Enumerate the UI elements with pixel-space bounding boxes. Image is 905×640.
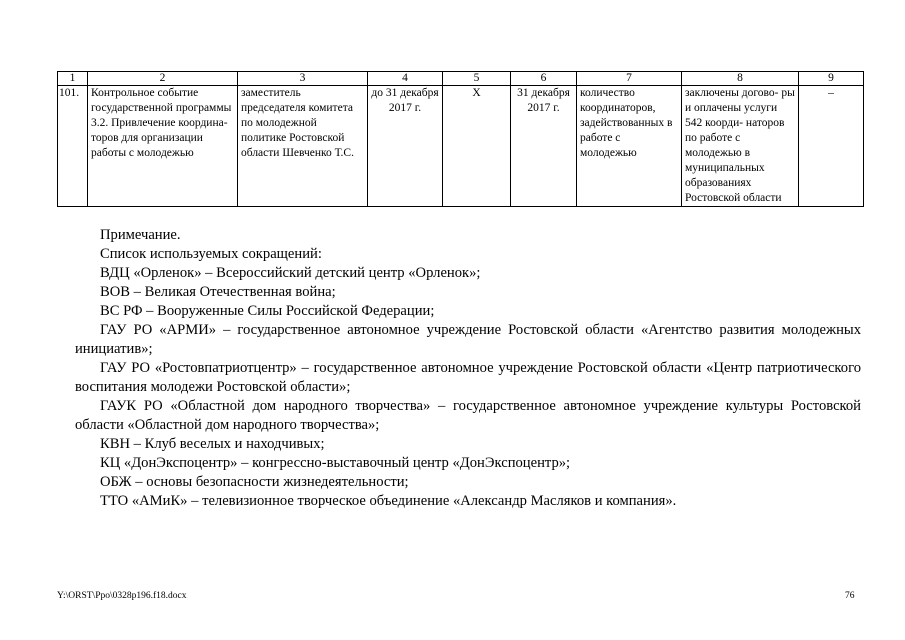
header-cell: 8 (682, 72, 799, 86)
header-cell: 3 (238, 72, 368, 86)
deadline-cell: до 31 декабря 2017 г. (368, 86, 443, 207)
table-row (58, 86, 864, 207)
abbreviation-item: ОБЖ – основы безопасности жизнедеятельности; (100, 474, 409, 490)
program-table (57, 71, 864, 207)
abbreviation-item: ВДЦ «Орленок» – Всероссийский детский центр «Орленок»; (100, 265, 481, 281)
header-cell: 1 (58, 72, 88, 86)
abbreviation-item: КВН – Клуб веселых и находчивых; (100, 436, 325, 452)
abbreviation-item: ВС РФ – Вооруженные Силы Российской Федерации; (100, 303, 435, 319)
event-cell: Контрольное событие государственной программы 3.2. Привлечение координа- торов для организации работы с молодежью (88, 86, 238, 207)
abbreviation-item: КЦ «ДонЭкспоцентр» – конгрессно-выставочный центр «ДонЭкспоцентр»; (100, 455, 571, 471)
row-number: 101. (58, 86, 88, 207)
table-header-row (58, 72, 864, 86)
result-cell: заключены догово- ры и оплачены услуги 542 коорди- наторов по работе с молодежью в муниципальных образованиях Ростовской области (682, 86, 799, 207)
responsible-cell: заместитель председателя комитета по молодежной политике Ростовской области Шевченко Т.С. (238, 86, 368, 207)
abbreviation-item: ГАУ РО «Ростовпатриотцентр» – государственное автономное учреждение Ростовской области «Центр патриотического воспитания молодежи Ростовской области»; (75, 360, 861, 395)
header-cell: 5 (443, 72, 511, 86)
col5-cell: Х (443, 86, 511, 207)
header-cell: 9 (799, 72, 864, 86)
header-cell: 2 (88, 72, 238, 86)
notes-section (75, 226, 861, 511)
abbreviation-item: ГАУК РО «Областной дом народного творчества» – государственное автономное учреждение культуры Ростовской области «Областной дом народного творчества»; (75, 398, 861, 433)
file-path: Y:\ORST\Ppo\0328p196.f18.docx (57, 591, 187, 601)
date-cell: 31 декабря 2017 г. (511, 86, 577, 207)
abbreviations-title: Список используемых сокращений: (100, 246, 322, 262)
abbreviation-item: ТТО «АМиК» – телевизионное творческое объединение «Александр Масляков и компания». (100, 493, 677, 509)
page-number: 76 (845, 591, 855, 601)
abbreviation-item: ВОВ – Великая Отечественная война; (100, 284, 336, 300)
notes-heading: Примечание. (100, 227, 181, 243)
indicator-cell: количество координаторов, задействованных в работе с молодежью (577, 86, 682, 207)
header-cell: 4 (368, 72, 443, 86)
header-cell: 6 (511, 72, 577, 86)
col9-cell: – (799, 86, 864, 207)
abbreviation-item: ГАУ РО «АРМИ» – государственное автономное учреждение Ростовской области «Агентство развития молодежных инициатив»; (75, 322, 861, 357)
header-cell: 7 (577, 72, 682, 86)
